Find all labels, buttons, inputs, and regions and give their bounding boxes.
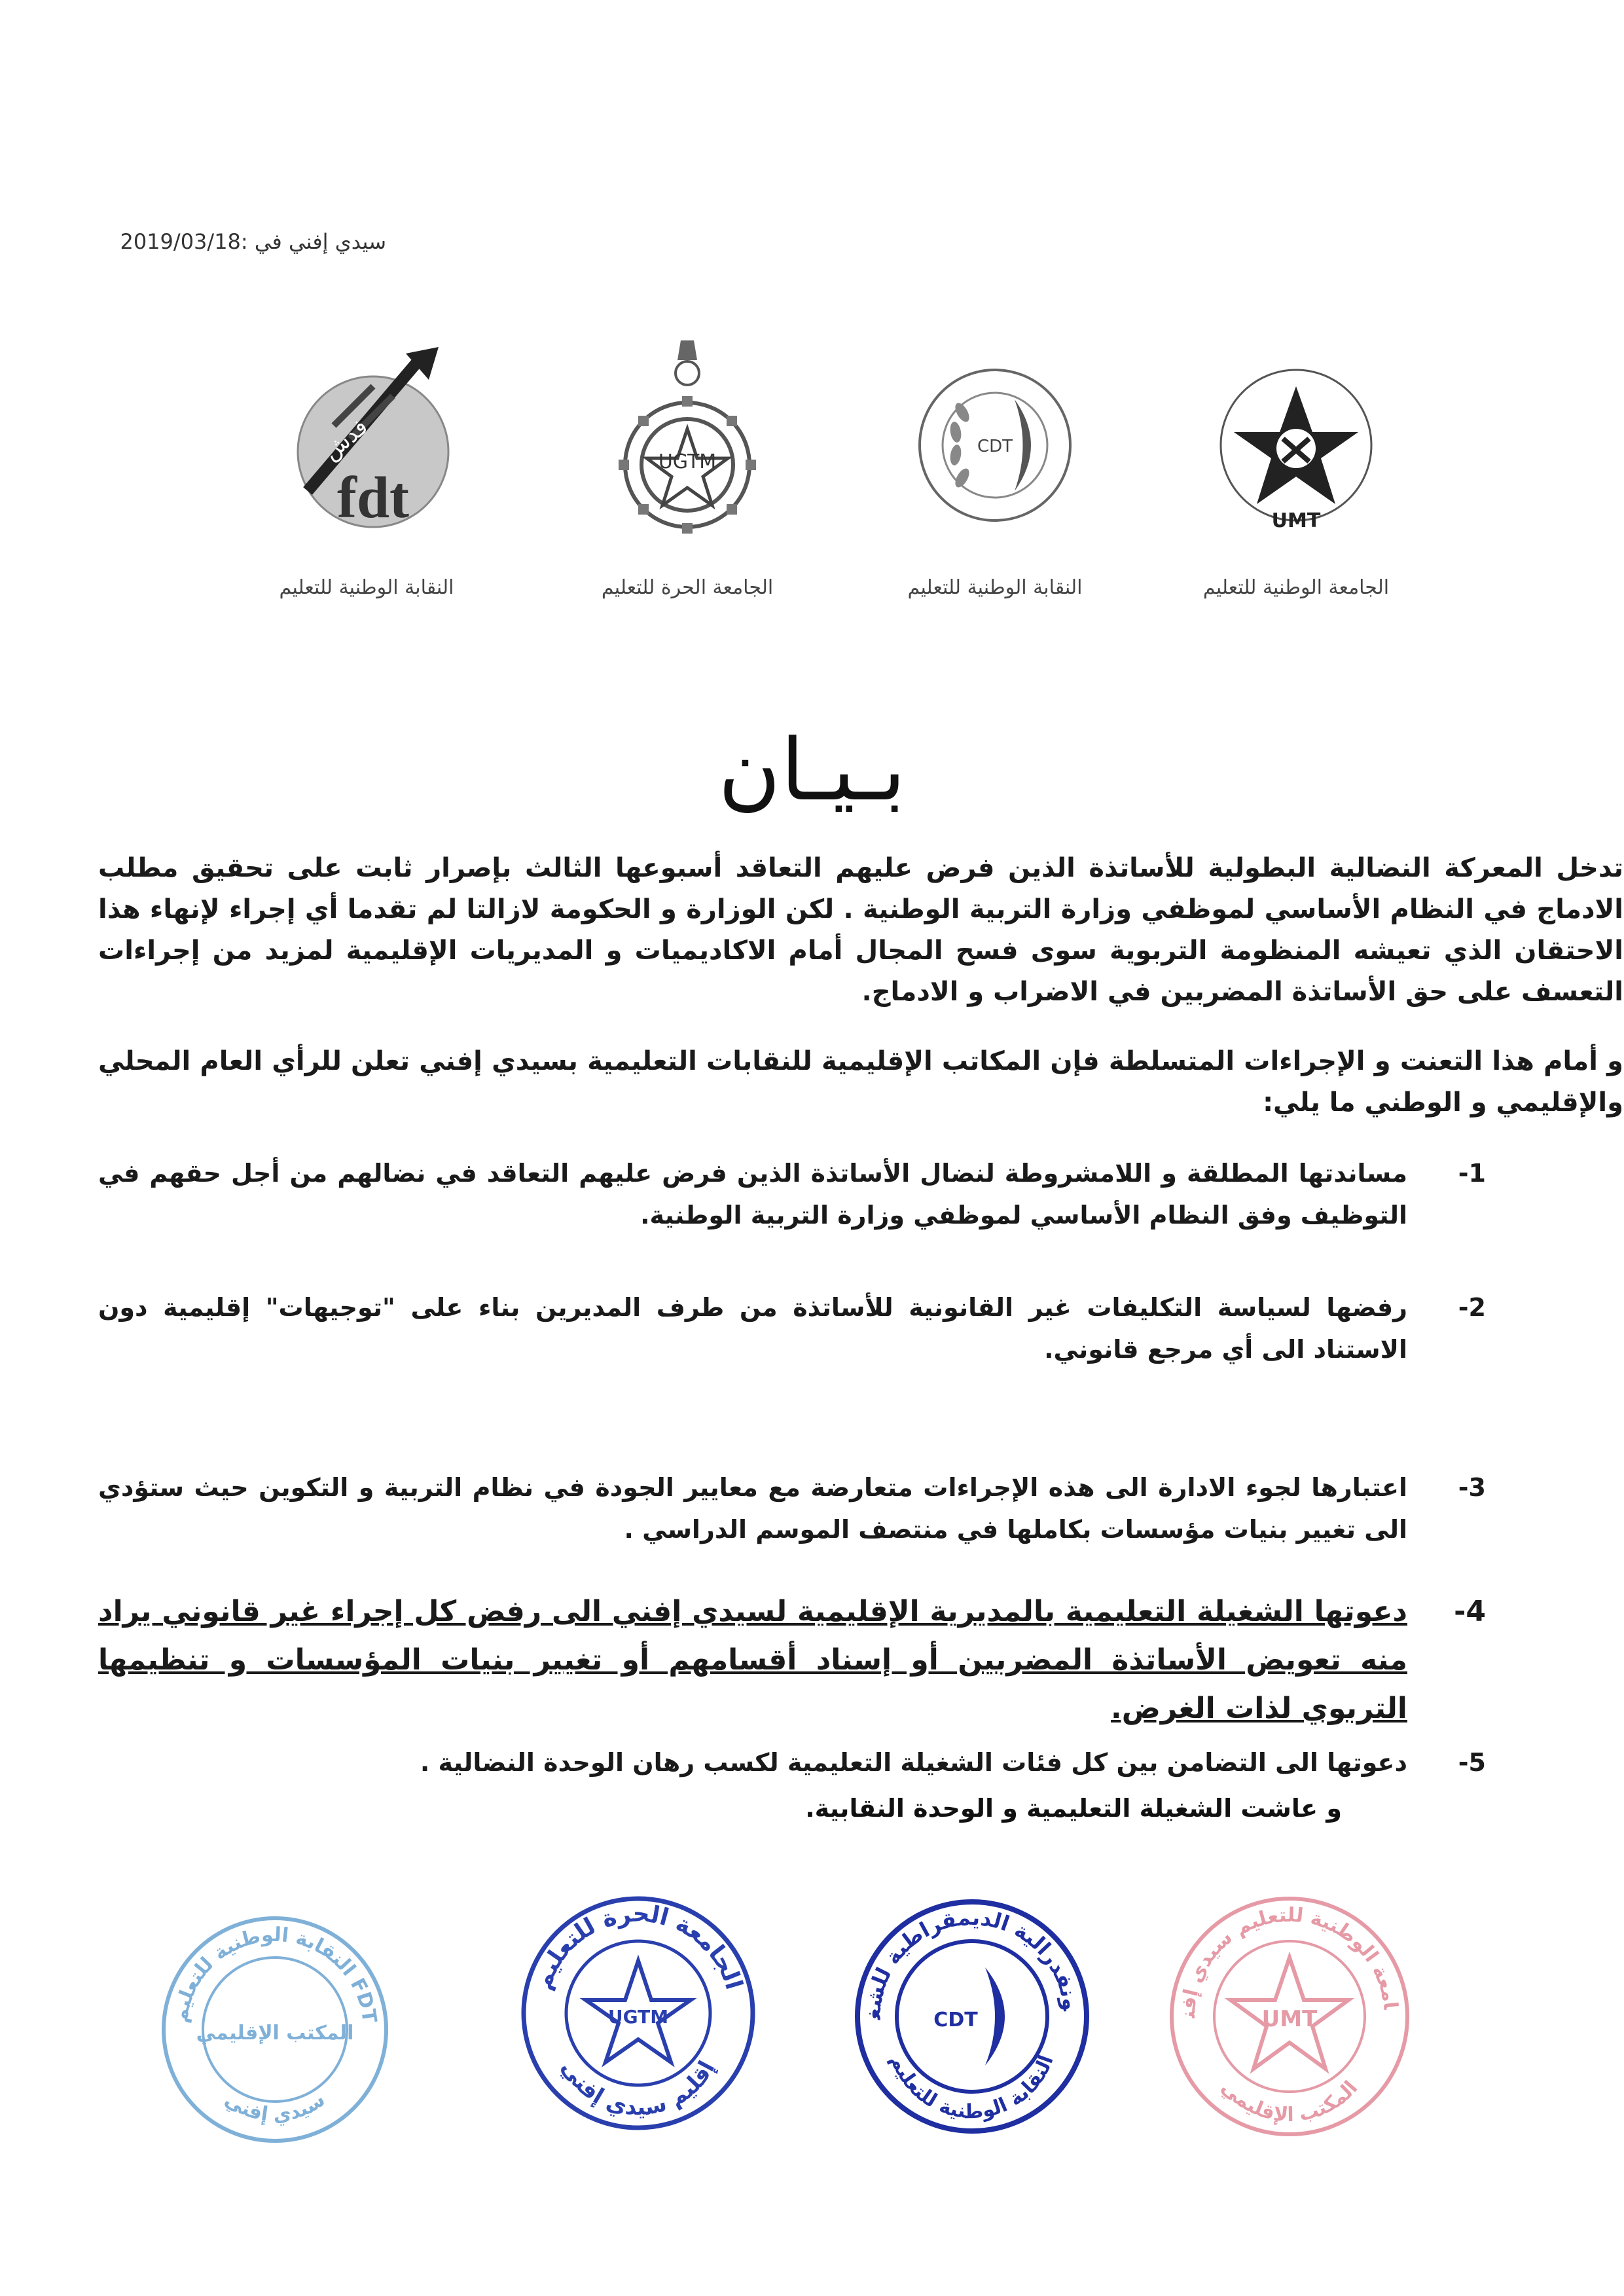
svg-text:الجامعة الحرة للتعليم: الجامعة الحرة للتعليم xyxy=(529,1900,748,1994)
svg-text:UGTM: UGTM xyxy=(658,450,717,473)
page-title: بـيـان xyxy=(718,720,906,820)
ugtm-logo-caption: الجامعة الحرة للتعليم xyxy=(601,576,774,599)
svg-text:UMT: UMT xyxy=(1271,509,1321,532)
fdt-logo xyxy=(288,340,458,537)
list-item-5-text: دعوتها الى التضامن بين كل فئات الشغيلة التعليمية لكسب رهان الوحدة النضالية . xyxy=(420,1748,1407,1777)
umt-logo xyxy=(1218,354,1375,537)
svg-text:CDT: CDT xyxy=(977,437,1013,456)
svg-text:سيدي إفني: سيدي إفني xyxy=(221,2088,329,2127)
svg-text:fdt: fdt xyxy=(337,465,409,530)
intro-paragraph: تدخل المعركة النضالية البطولية للأساتذة الذين فرض عليهم التعاقد أسبوعها الثالث بإصرار ثابت على تحقيق مطلب الادماج في النظام الأساسي لموظفي وزارة التربية الوطنية . لكن الوزارة و الحكومة لازالتا لم تقدما أي إجراء لإنهاء هذا الاحتقان الذي تعيشه المنظومة التربوية سوى فسح المجال أمام الاكاديميات و المديريات الإقليمية لمزيد من إجراءات التعسف على حق الأساتذة المضربين في الاضراب و الادماج. xyxy=(98,853,1623,1007)
svg-text:فدش: فدش xyxy=(318,413,373,466)
list-item-2-number: -2 xyxy=(1458,1293,1486,1322)
list-item-4 xyxy=(98,1588,1486,1733)
ugtm-stamp xyxy=(517,1892,759,2134)
svg-text:النقابة الوطنية للتعليم FDT: النقابة الوطنية للتعليم FDT xyxy=(169,1923,381,2024)
svg-text:الجامعة الوطنية للتعليم سيدي إ: امعة الوطنية للتعليم سيدي إفن xyxy=(1176,1903,1402,2018)
svg-text:UGTM: UGTM xyxy=(607,2006,669,2028)
list-item-1-text: مساندتها المطلقة و اللامشروطة لنضال الأساتذة الذين فرض عليهم التعاقد في نضالهم من أجل حقهم في التوظيف وفق النظام الأساسي لموظفي وزارة التربية الوطنية. xyxy=(98,1159,1407,1230)
list-item-1 xyxy=(98,1152,1486,1236)
svg-text:النقابة الوطنية للتعليم: النقابة الوطنية للتعليم xyxy=(886,2051,1058,2124)
closing-line: و عاشت الشغيلة التعليمية و الوحدة النقابية. xyxy=(805,1794,1342,1823)
list-item-4-text: دعوتها الشغيلة التعليمية بالمديرية الإقليمية لسيدي إفني الى رفض كل إجراء غير قانوني يراد منه تعويض الأساتذة المضربين أو إسناد أقسامهم أو تغيير بنيات المؤسسات و تنظيمها التربوي لذات الغرض. xyxy=(98,1595,1407,1725)
list-item-3 xyxy=(98,1467,1486,1550)
cdt-logo-caption: النقابة الوطنية للتعليم xyxy=(907,576,1083,599)
umt-logo-caption: الجامعة الوطنية للتعليم xyxy=(1202,576,1390,599)
svg-text:المكتب الإقليمي: المكتب الإقليمي xyxy=(1216,2076,1363,2127)
umt-stamp xyxy=(1165,1892,1414,2141)
svg-text:الكونفدرالية الديمقراطية للشغل: ونفدرالية الديمقراطية للشغ xyxy=(860,1904,1083,2020)
list-item-1-number: -1 xyxy=(1458,1159,1486,1188)
list-item-3-text: اعتبارها لجوء الادارة الى هذه الإجراءات متعارضة مع معايير الجودة في نظام التربية و التكوين حيث ستؤدي الى تغيير بنيات مؤسسات بكاملها في منتصف الموسم الدراسي . xyxy=(98,1473,1407,1544)
list-item-4-number: -4 xyxy=(1454,1595,1486,1628)
svg-text:UMT: UMT xyxy=(1261,2006,1318,2032)
cdt-logo xyxy=(916,354,1074,537)
svg-text:إقليم سيدي إفني: إقليم سيدي إفني xyxy=(556,2055,721,2121)
list-item-2 xyxy=(98,1286,1486,1370)
list-item-5 xyxy=(98,1741,1486,1783)
fdt-stamp xyxy=(157,1912,393,2147)
list-item-5-number: -5 xyxy=(1458,1748,1486,1777)
cdt-stamp xyxy=(851,1895,1093,2138)
fdt-logo-caption: النقابة الوطنية للتعليم xyxy=(279,576,454,599)
date-line: سيدي إفني في :2019/03/18 xyxy=(120,229,386,254)
list-item-3-number: -3 xyxy=(1458,1473,1486,1502)
list-item-2-text: رفضها لسياسة التكليفات غير القانونية للأساتذة من طرف المديرين بناء على "توجيهات" إقليمية دون الاستناد الى أي مرجع قانوني. xyxy=(98,1293,1407,1364)
ugtm-logo xyxy=(609,334,766,543)
svg-text:CDT: CDT xyxy=(933,2009,978,2032)
svg-text:المكتب الإقليمي: المكتب الإقليمي xyxy=(196,2022,354,2045)
declaration-paragraph: و أمام هذا التعنت و الإجراءات المتسلطة فإن المكاتب الإقليمية للنقابات التعليمية بسيدي إفني تعلن للرأي العام المحلي والإقليمي و الوطني ما يلي: xyxy=(98,1046,1623,1118)
